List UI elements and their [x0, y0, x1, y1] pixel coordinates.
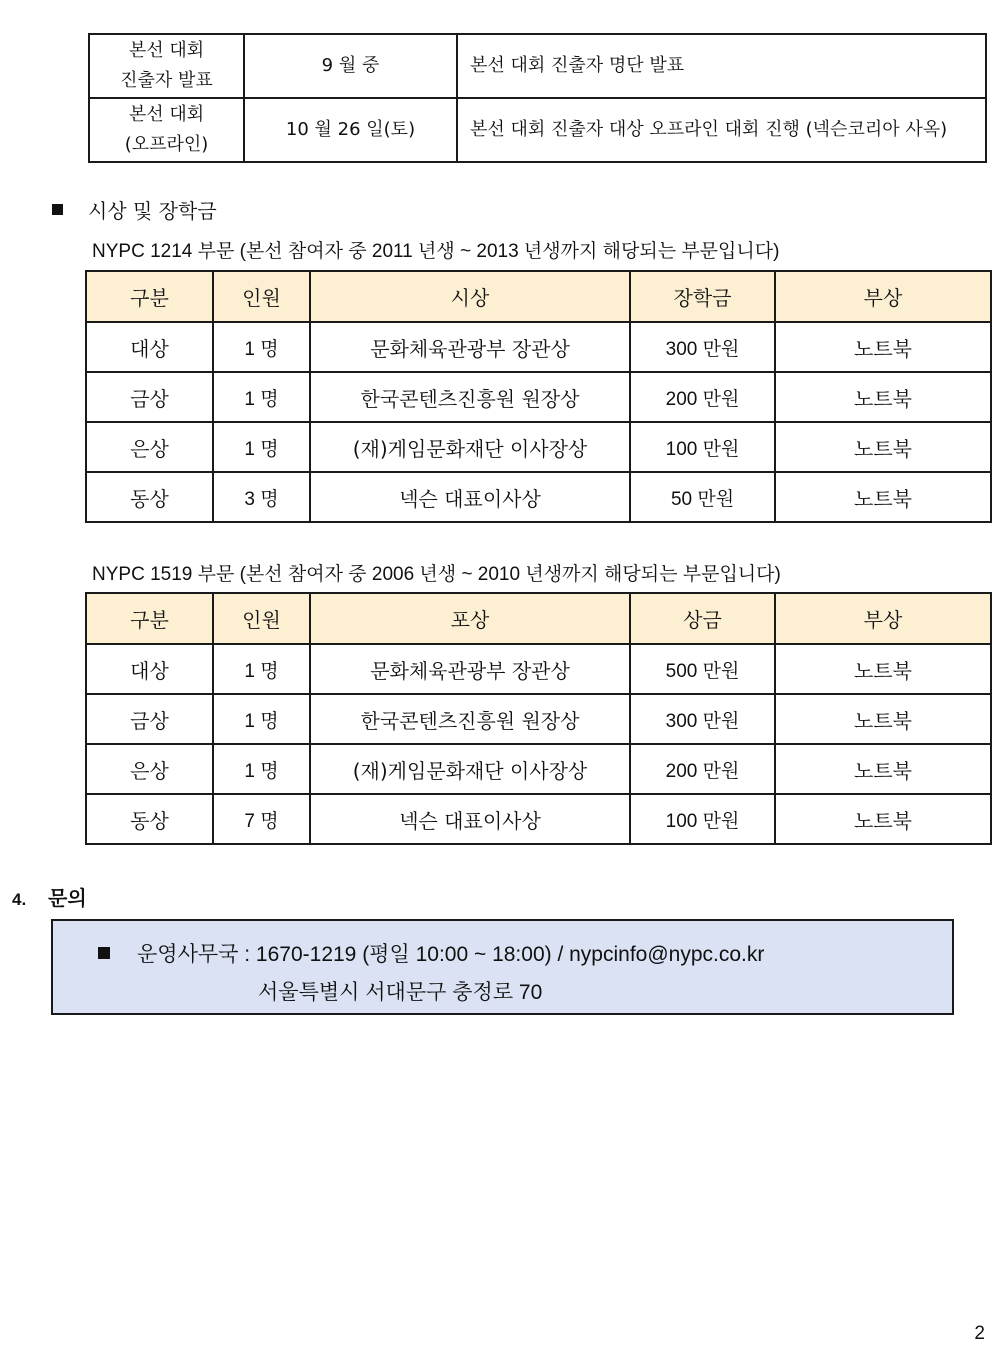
extra-prize-cell: 노트북	[775, 744, 991, 794]
table-row	[86, 322, 991, 372]
extra-prize-cell: 노트북	[775, 422, 991, 472]
header-cell: 장학금	[630, 271, 775, 322]
amount-cell: 300 만원	[630, 322, 775, 372]
table-row	[86, 472, 991, 522]
rank-cell: 대상	[86, 322, 213, 372]
count-cell: 1 명	[213, 422, 310, 472]
date-cell: 10 월 26 일(토)	[244, 98, 457, 162]
count-cell: 1 명	[213, 322, 310, 372]
header-cell: 포상	[310, 593, 630, 644]
division-1519-subtitle: NYPC 1519 부문 (본선 참여자 중 2006 년생 ~ 2010 년생까지 해당되는 부문입니다)	[92, 564, 781, 585]
amount-cell: 100 만원	[630, 422, 775, 472]
awards-section-title: 시상 및 장학금	[52, 195, 217, 224]
table-row	[86, 694, 991, 744]
table-header-row	[86, 271, 991, 322]
section-number: 4.	[12, 890, 27, 909]
rank-cell: 은상	[86, 422, 213, 472]
section-title: 문의	[48, 886, 87, 910]
header-cell: 인원	[213, 271, 310, 322]
division-1214-subtitle: NYPC 1214 부문 (본선 참여자 중 2011 년생 ~ 2013 년생까지 해당되는 부문입니다)	[92, 241, 780, 262]
rank-cell: 금상	[86, 694, 213, 744]
extra-prize-cell: 노트북	[775, 372, 991, 422]
extra-prize-cell: 노트북	[775, 694, 991, 744]
rank-cell: 대상	[86, 644, 213, 694]
award-cell: 한국콘텐츠진흥원 원장상	[310, 372, 630, 422]
rank-cell: 금상	[86, 372, 213, 422]
extra-prize-cell: 노트북	[775, 472, 991, 522]
award-cell: 문화체육관광부 장관상	[310, 322, 630, 372]
header-cell: 구분	[86, 271, 213, 322]
count-cell: 1 명	[213, 372, 310, 422]
count-cell: 1 명	[213, 694, 310, 744]
count-cell: 1 명	[213, 744, 310, 794]
award-cell: 한국콘텐츠진흥원 원장상	[310, 694, 630, 744]
prize-table-1519	[85, 592, 992, 845]
header-cell: 시상	[310, 271, 630, 322]
page-number: 2	[974, 1323, 985, 1344]
header-cell: 부상	[775, 593, 991, 644]
rank-cell: 동상	[86, 794, 213, 844]
award-cell: (재)게임문화재단 이사장상	[310, 422, 630, 472]
rank-cell: 동상	[86, 472, 213, 522]
amount-cell: 100 만원	[630, 794, 775, 844]
amount-cell: 500 만원	[630, 644, 775, 694]
contact-box	[51, 919, 954, 1015]
count-cell: 7 명	[213, 794, 310, 844]
table-row	[86, 744, 991, 794]
header-cell: 상금	[630, 593, 775, 644]
desc-cell: 본선 대회 진출자 대상 오프라인 대회 진행 (넥슨코리아 사옥)	[457, 98, 986, 162]
prize-table-1214	[85, 270, 992, 523]
award-cell: 넥슨 대표이사상	[310, 472, 630, 522]
square-bullet-icon	[98, 947, 110, 959]
section-4-heading	[12, 882, 87, 911]
header-cell: 구분	[86, 593, 213, 644]
contact-line-1	[98, 938, 764, 968]
square-bullet-icon	[52, 204, 63, 215]
table-row	[89, 98, 986, 162]
table-row	[86, 372, 991, 422]
rank-cell: 은상	[86, 744, 213, 794]
table-row	[86, 422, 991, 472]
award-cell: 문화체육관광부 장관상	[310, 644, 630, 694]
table-row	[89, 34, 986, 98]
contact-address: 서울특별시 서대문구 충정로 70	[258, 981, 543, 1004]
count-cell: 3 명	[213, 472, 310, 522]
header-cell: 인원	[213, 593, 310, 644]
desc-cell: 본선 대회 진출자 명단 발표	[457, 34, 986, 98]
count-cell: 1 명	[213, 644, 310, 694]
amount-cell: 50 만원	[630, 472, 775, 522]
amount-cell: 200 만원	[630, 372, 775, 422]
amount-cell: 200 만원	[630, 744, 775, 794]
table-row	[86, 794, 991, 844]
extra-prize-cell: 노트북	[775, 322, 991, 372]
amount-cell: 300 만원	[630, 694, 775, 744]
table-header-row	[86, 593, 991, 644]
award-cell: 넥슨 대표이사상	[310, 794, 630, 844]
extra-prize-cell: 노트북	[775, 644, 991, 694]
stage-cell: 본선 대회 (오프라인)	[89, 98, 244, 162]
contact-info: 운영사무국 : 1670-1219 (평일 10:00 ~ 18:00) / nypcinfo@nypc.co.kr	[137, 943, 765, 966]
award-cell: (재)게임문화재단 이사장상	[310, 744, 630, 794]
extra-prize-cell: 노트북	[775, 794, 991, 844]
header-cell: 부상	[775, 271, 991, 322]
schedule-table	[88, 33, 987, 163]
date-cell: 9 월 중	[244, 34, 457, 98]
stage-cell: 본선 대회 진출자 발표	[89, 34, 244, 98]
table-row	[86, 644, 991, 694]
